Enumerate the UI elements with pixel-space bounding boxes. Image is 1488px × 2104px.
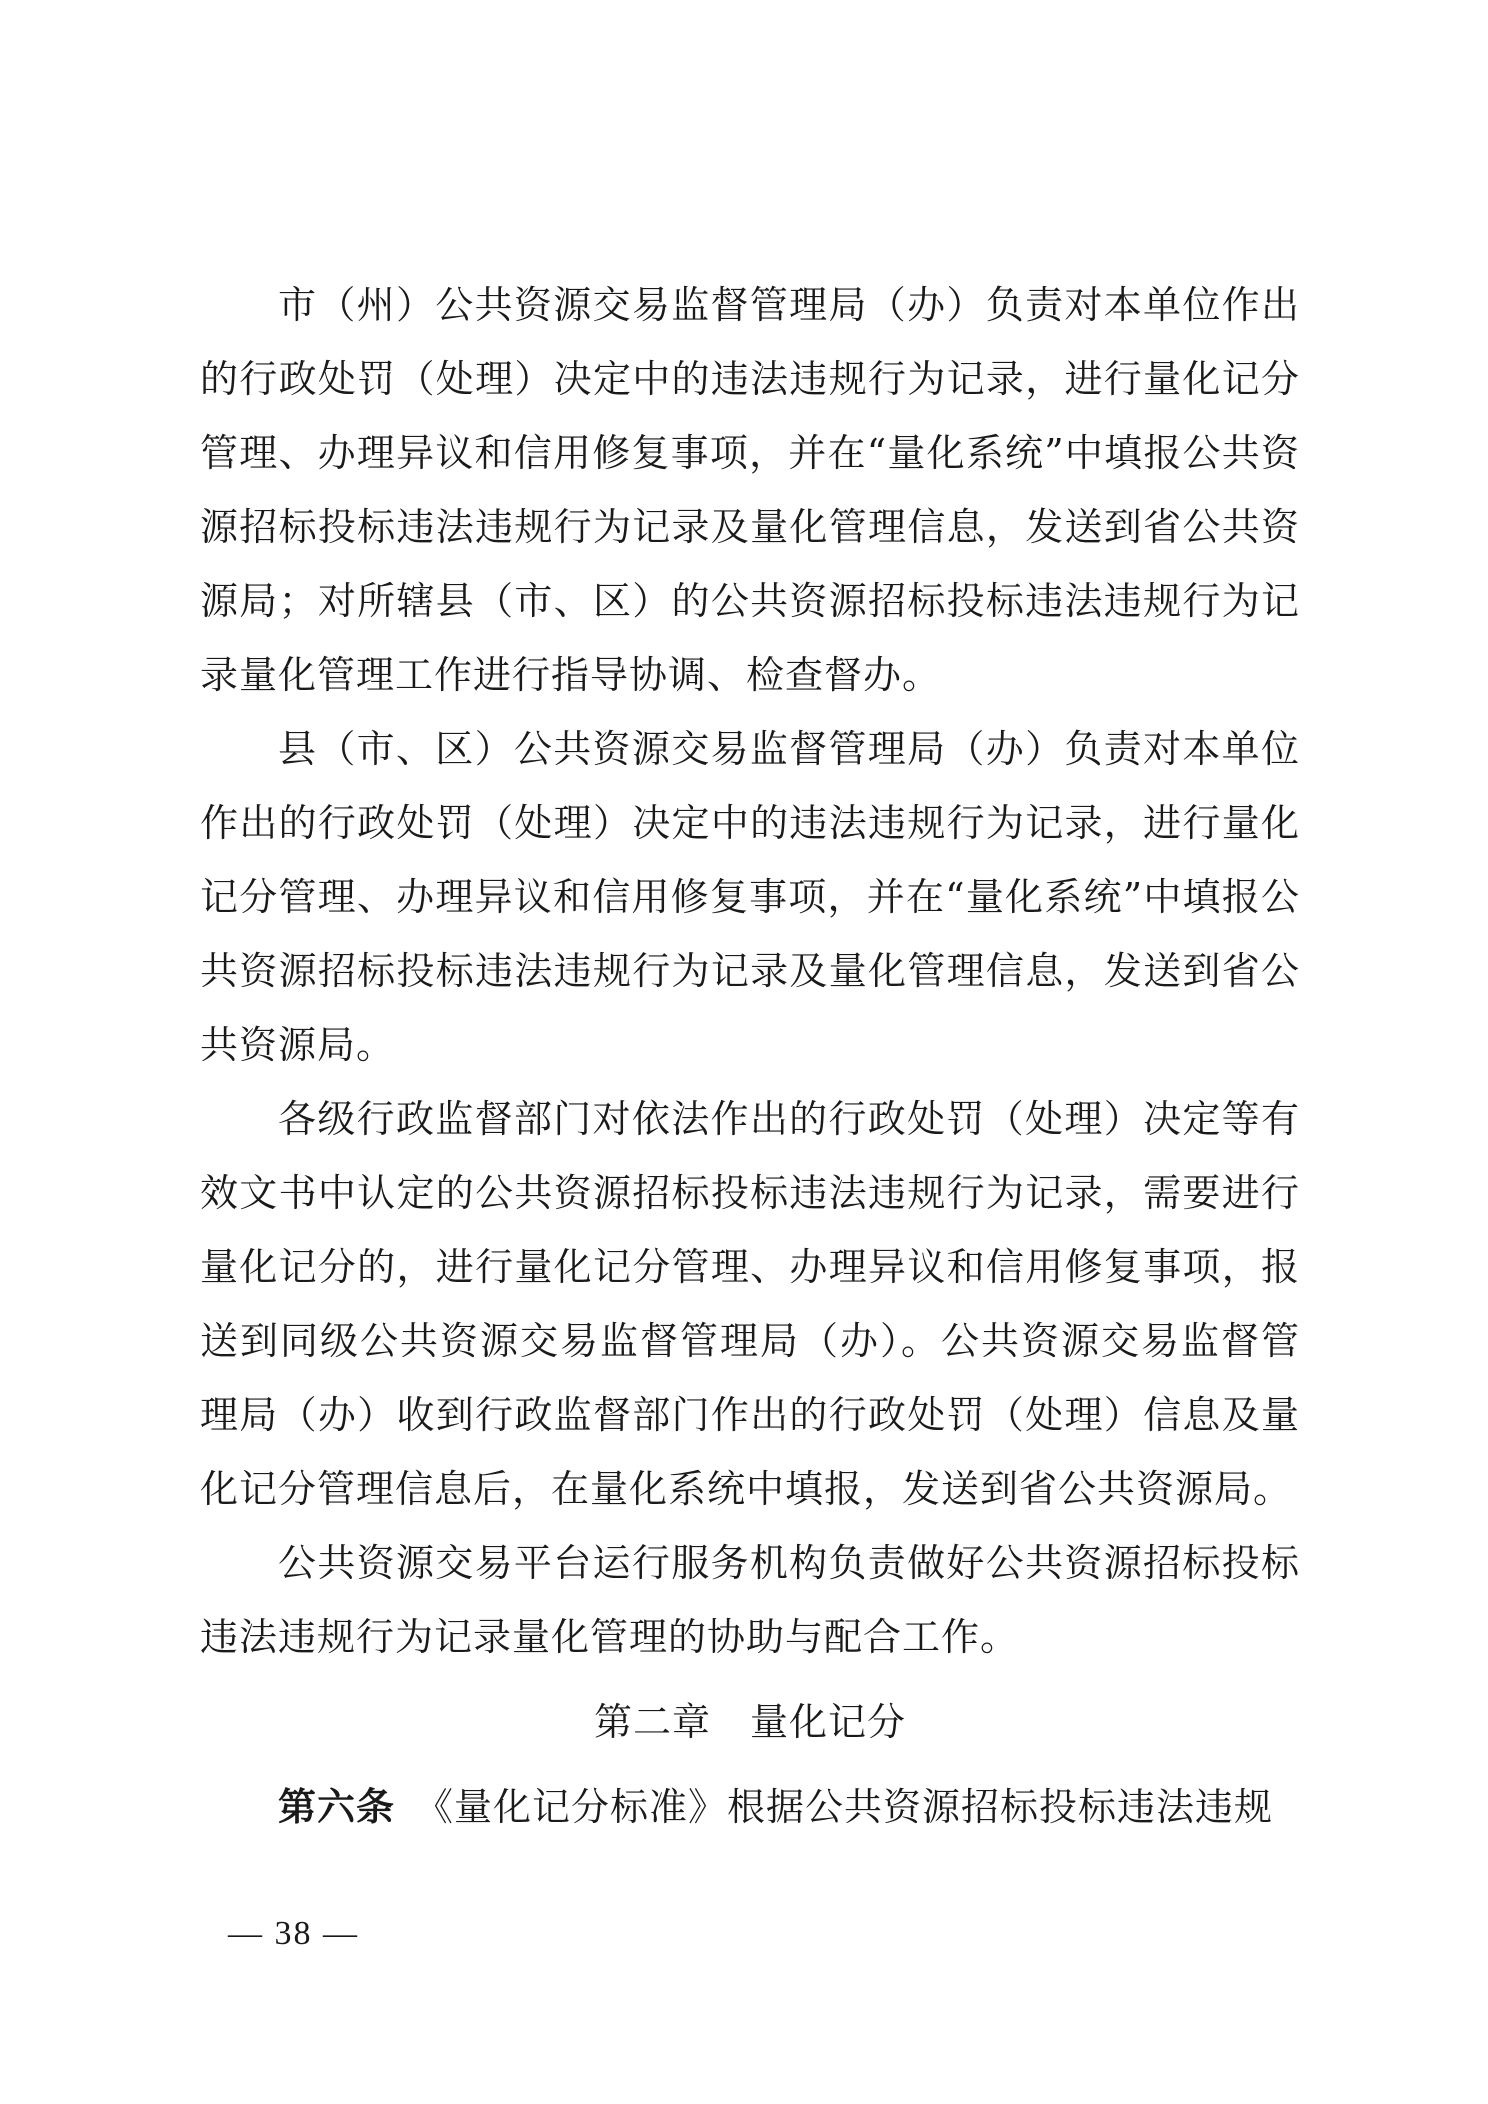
article-text: 《量化记分标准》根据公共资源招标投标违法违规 [434, 1785, 1274, 1829]
paragraph-3: 各级行政监督部门对依法作出的行政处罚（处理）决定等有效文书中认定的公共资源招标投标违法违规行为记录，需要进行量化记分的，进行量化记分管理、办理异议和信用修复事项，报送到同级公共资源交易监督管理局（办）。公共资源交易监督管理局（办）收到行政监督部门作出的行政处罚（处理）信息及量化记分管理信息后，在量化系统中填报，发送到省公共资源局。 [200, 1097, 1300, 1511]
paragraph-1: 市（州）公共资源交易监督管理局（办）负责对本单位作出的行政处罚（处理）决定中的违法违规行为记录，进行量化记分管理、办理异议和信用修复事项，并在“量化系统”中填报公共资源招标投标违法违规行为记录及量化管理信息，发送到省公共资源局；对所辖县（市、区）的公共资源招标投标违法违规行为记录量化管理工作进行指导协调、检查督办。 [200, 283, 1300, 697]
document-body [200, 268, 1300, 1844]
paragraph-4: 公共资源交易平台运行服务机构负责做好公共资源招标投标违法违规行为记录量化管理的协助与配合工作。 [200, 1541, 1300, 1659]
paragraph-2: 县（市、区）公共资源交易监督管理局（办）负责对本单位作出的行政处罚（处理）决定中的违法违规行为记录，进行量化记分管理、办理异议和信用修复事项，并在“量化系统”中填报公共资源招标投标违法违规行为记录及量化管理信息，发送到省公共资源局。 [200, 727, 1300, 1067]
article-six [200, 1770, 1300, 1844]
chapter-heading: 第二章 量化记分 [593, 1700, 906, 1744]
page-number: — 38 — [228, 1915, 359, 1952]
article-label: 第六条 [278, 1784, 396, 1829]
